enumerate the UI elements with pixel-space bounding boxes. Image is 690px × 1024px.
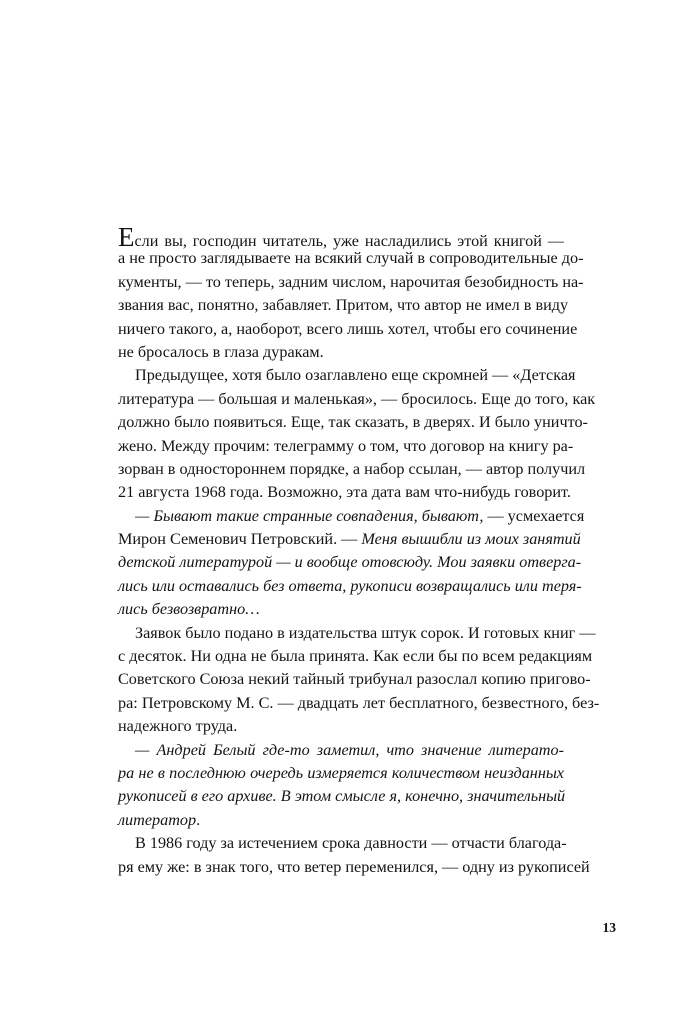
text-segment: Советского Союза некий тайный трибунал разослал копию пригово- — [118, 670, 591, 689]
text-line — [118, 551, 582, 574]
page-number: 13 — [602, 920, 616, 935]
text-line — [118, 598, 564, 621]
text-line — [118, 411, 588, 434]
text-segment: а не просто заглядываете на всякий случай в сопроводительные до- — [118, 249, 584, 268]
text-line — [118, 645, 593, 668]
text-line — [118, 715, 564, 738]
text-segment: надежного труда. — [118, 717, 238, 736]
text-line — [118, 785, 564, 808]
text-line — [118, 762, 564, 785]
italic-text: ра не в последнюю очередь измеряется количеством неизданных — [118, 763, 564, 782]
text-line — [118, 692, 600, 715]
paragraph — [118, 832, 590, 879]
text-line — [118, 364, 576, 387]
text-segment: сли вы, господин читатель, уже насладились этой книгой — — [134, 232, 564, 250]
text-segment: ря ему же: в знак того, что ветер переменился, — одну из рукописей — [118, 857, 590, 876]
italic-text: — Бывают такие странные совпадения, бывают, — [135, 506, 484, 525]
text-segment: не бросалось в глаза дуракам. — [118, 342, 324, 361]
text-line — [118, 222, 564, 252]
text-line — [118, 668, 591, 691]
text-segment: жено. Между прочим: телеграмму о том, что договор на книгу ра- — [118, 436, 574, 455]
text-segment: В 1986 году за истечением срока давности — отчасти благода- — [135, 834, 567, 853]
paragraph — [118, 505, 585, 622]
text-segment: ра: Петровскому М. С. — двадцать лет бесплатного, безвестного, без- — [118, 693, 600, 712]
paragraph — [118, 622, 600, 739]
text-line — [118, 575, 582, 598]
text-line — [118, 388, 596, 411]
text-line — [118, 271, 584, 294]
text-segment: — усмехается — [483, 506, 585, 525]
body-text — [118, 222, 600, 879]
text-segment: . — [196, 810, 201, 829]
text-segment: должно было появиться. Еще, так сказать, в дверях. И было уничто- — [118, 413, 588, 432]
text-line — [118, 622, 596, 645]
text-line — [118, 528, 581, 551]
italic-text: — Андрей Белый где-то заметил, что значение литерато- — [135, 740, 564, 759]
text-segment: Мирон Семенович Петровский. — — [118, 530, 362, 549]
text-segment: ничего такого, а, наоборот, всего лишь хотел, чтобы его сочинение — [118, 319, 578, 338]
text-line — [118, 435, 574, 458]
text-line — [118, 739, 564, 762]
paragraph — [118, 222, 584, 364]
italic-text: литератор — [118, 810, 197, 829]
italic-text: рукописей в его архиве. В этом смысле я, конечно, значительный — [118, 787, 566, 806]
text-line — [118, 318, 578, 341]
italic-text: лись безвозвратно… — [118, 600, 260, 619]
italic-text: детской литературой — и вообще отовсюду. Мои заявки отверга- — [118, 553, 582, 572]
text-segment: звания вас, понятно, забавляет. Притом, что автор не имел в виду — [118, 296, 569, 315]
text-segment: литература — большая и маленькая», — бросилось. Еще до того, как — [118, 389, 596, 408]
italic-text: лись или оставались без ответа, рукописи возвращались или теря- — [118, 576, 582, 595]
italic-text: Меня вышибли из моих занятий — [361, 530, 581, 549]
text-segment: с десяток. Ни одна не была принята. Как если бы по всем редакциям — [118, 647, 593, 666]
text-segment: зорван в одностороннем порядке, а набор ссылан, — автор получил — [118, 459, 586, 478]
text-segment: кументы, — то теперь, задним числом, нарочитая безобидность на- — [118, 272, 584, 291]
text-segment: 21 августа 1968 года. Возможно, эта дата вам что-нибудь говорит. — [118, 483, 571, 502]
paragraph — [118, 364, 596, 504]
drop-cap: Е — [118, 222, 135, 252]
text-line — [118, 505, 585, 528]
text-line — [118, 247, 584, 270]
text-line — [118, 294, 569, 317]
text-line — [118, 832, 567, 855]
text-segment: Предыдущее, хотя было озаглавлено еще скромней — «Детская — [135, 366, 576, 385]
text-segment: Заявок было подано в издательства штук сорок. И готовых книг — — [135, 623, 596, 642]
text-line — [118, 809, 564, 832]
paragraph — [118, 739, 564, 833]
text-line — [118, 341, 564, 364]
text-line — [118, 458, 586, 481]
text-line — [118, 481, 571, 504]
text-line — [118, 856, 590, 879]
